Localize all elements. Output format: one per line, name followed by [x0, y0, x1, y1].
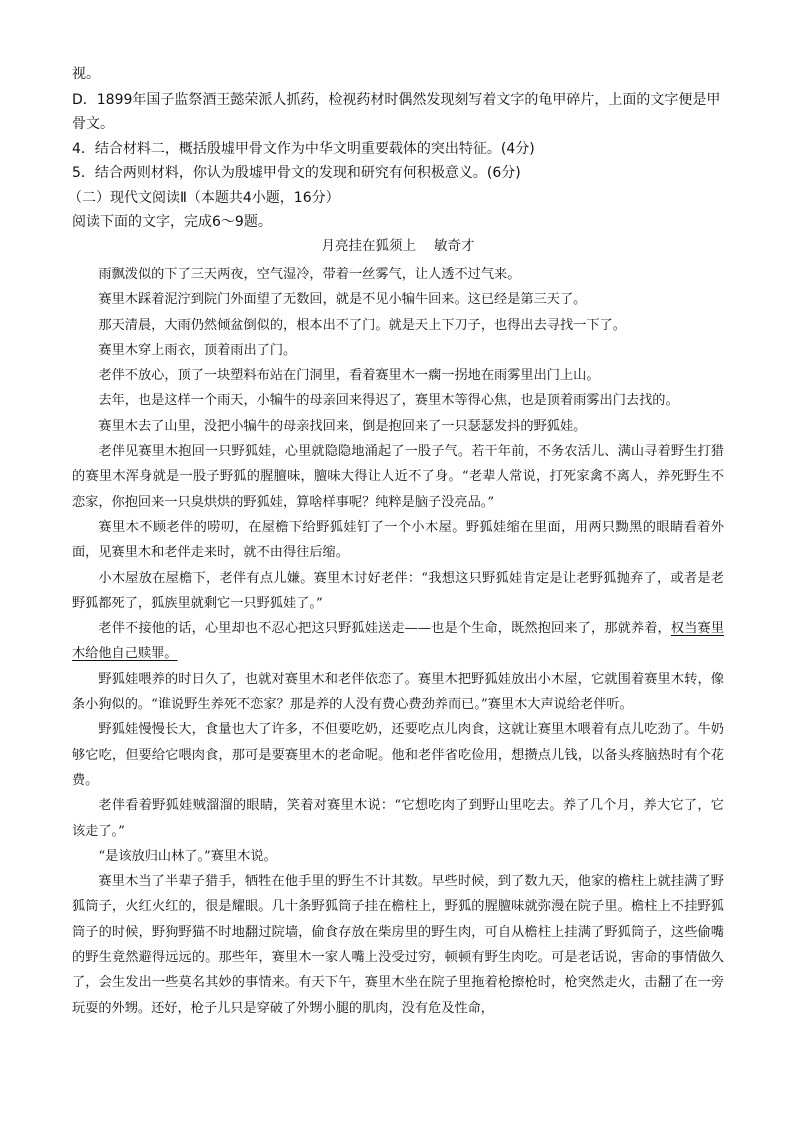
paragraph: “是该放归山林了。”赛里木说。	[98, 848, 277, 864]
option-d-line-2: 骨文。	[72, 116, 114, 132]
paragraph: 赛里木去了山里，没把小犏牛的母亲找回来，倒是抱回来了一只瑟瑟发抖的野狐娃。	[98, 418, 587, 434]
paragraph-text: 老伴不接他的话，心里却也不忍心把这只野狐娃送走——也是个生命，既然抱回来了，那就养着，	[98, 621, 671, 637]
paragraph: 老伴不放心，顶了一块塑料布站在门洞里，看着赛里木一瘸一拐地在雨雾里出门上山。	[98, 368, 600, 384]
paragraph-underlined	[72, 616, 724, 667]
question-5: 5．结合两则材料，你认为殷墟甲骨文的发现和研究有何积极意义。(6分)	[72, 165, 521, 181]
article-body	[72, 262, 724, 1021]
article-title-line	[72, 236, 724, 256]
paragraph: 赛里木踩着泥泞到院门外面望了无数回，就是不见小犏牛回来。这已经是第三天了。	[98, 292, 587, 308]
reading-instruction: 阅读下面的文字，完成6～9题。	[72, 214, 272, 230]
paragraph: 老伴见赛里木抱回一只野狐娃，心里就隐隐地涌起了一股子气。若干年前，不务农活儿、满山寻着野生打猎的赛里木浑身就是一股子野狐的腥膻味，膻味大得让人近不了身。“老辈人常说，打死家禽不离人，养死野生不恋家，你抱回来一只臭烘烘的野狐娃，算啥样事呢？纯粹是脑子没亮品。”	[72, 444, 724, 510]
paragraph: 野狐娃喂养的时日久了，也就对赛里木和老伴依恋了。赛里木把野狐娃放出小木屋，它就围着赛里木转，像条小狗似的。“谁说野生养死不恋家？那是养的人没有费心费劲养而已。”赛里木大声说给老伴听。	[72, 671, 724, 713]
question-4: 4．结合材料二，概括殷墟甲骨文作为中华文明重要载体的突出特征。(4分)	[72, 141, 535, 157]
article-author: 敏奇才	[434, 238, 475, 254]
paragraph: 老伴看着野狐娃贼溜溜的眼睛，笑着对赛里木说：“它想吃肉了到野山里吃去。养了几个月，养大它了，它该走了。”	[72, 798, 724, 839]
underlined-sentence: 权当赛里木给他自己赎罪。	[72, 621, 725, 662]
question-text-line: 视。	[72, 66, 100, 82]
paragraph: 小木屋放在屋檐下，老伴有点儿嫌。赛里木讨好老伴：“我想这只野狐娃肯定是让老野狐抛弃了，或者是老野狐都死了，狐族里就剩它一只野狐娃了。”	[72, 570, 724, 611]
option-d-line-1: D．1899年国子监祭酒王懿荣派人抓药，检视药材时偶然发现刻写着文字的龟甲碎片，上面的文字便是甲	[72, 92, 721, 108]
paragraph: 野狐娃慢慢长大，食量也大了许多，不但要吃奶，还要吃点儿肉食，这就让赛里木喂着有点儿吃劲了。牛奶够它吃，但要给它喂肉食，那可是要赛里木的老命呢。他和老伴省吃俭用，想攒点儿钱，以备头疼脑热时有个花费。	[72, 722, 724, 788]
paragraph: 雨飘泼似的下了三天两夜，空气湿冷，带着一丝雾气，让人透不过气来。	[98, 267, 521, 282]
paragraph: 赛里木当了半辈子猎手，牺牲在他手里的野生不计其数。早些时候，到了数九天，他家的檐柱上就挂满了野狐筒子，火红火红的，很是耀眼。几十条野狐筒子挂在檐柱上，野狐的腥膻味就弥漫在院子里。檐柱上不挂野狐筒子的时候，野狗野猫不时地翻过院墙，偷食存放在柴房里的野生肉，可自从檐柱上挂满了野狐筒子，这些偷嘴的野生竟然避得远远的。那些年，赛里木一家人嘴上没受过穷，顿顿有野生肉吃。可是老话说，害命的事情做久了，会生发出一些莫名其妙的事情来。有天下午，赛里木坐在院子里拖着枪擦枪时，枪突然走火，击翻了在一旁玩耍的外甥。还好，枪子儿只是穿破了外甥小腿的肌肉，没有危及性命，	[72, 874, 724, 1016]
article-title: 月亮挂在狐须上	[321, 238, 416, 254]
section-header: （二）现代文阅读Ⅱ（本题共4小题，16分）	[68, 190, 340, 206]
paragraph: 赛里木穿上雨衣，顶着雨出了门。	[98, 342, 297, 358]
paragraph: 去年，也是这样一个雨天，小犏牛的母亲回来得迟了，赛里木等得心焦，也是顶着雨雾出门去找的。	[98, 393, 679, 409]
paragraph: 赛里木不顾老伴的唠叨，在屋檐下给野狐娃钉了一个小木屋。野狐娃缩在里面，用两只黝黑的眼睛看着外面，见赛里木和老伴走来时，就不由得往后缩。	[72, 519, 724, 561]
paragraph: 那天清晨，大雨仍然倾盆倒似的，根本出不了门。就是天上下刀子，也得出去寻找一下了。	[98, 317, 626, 333]
